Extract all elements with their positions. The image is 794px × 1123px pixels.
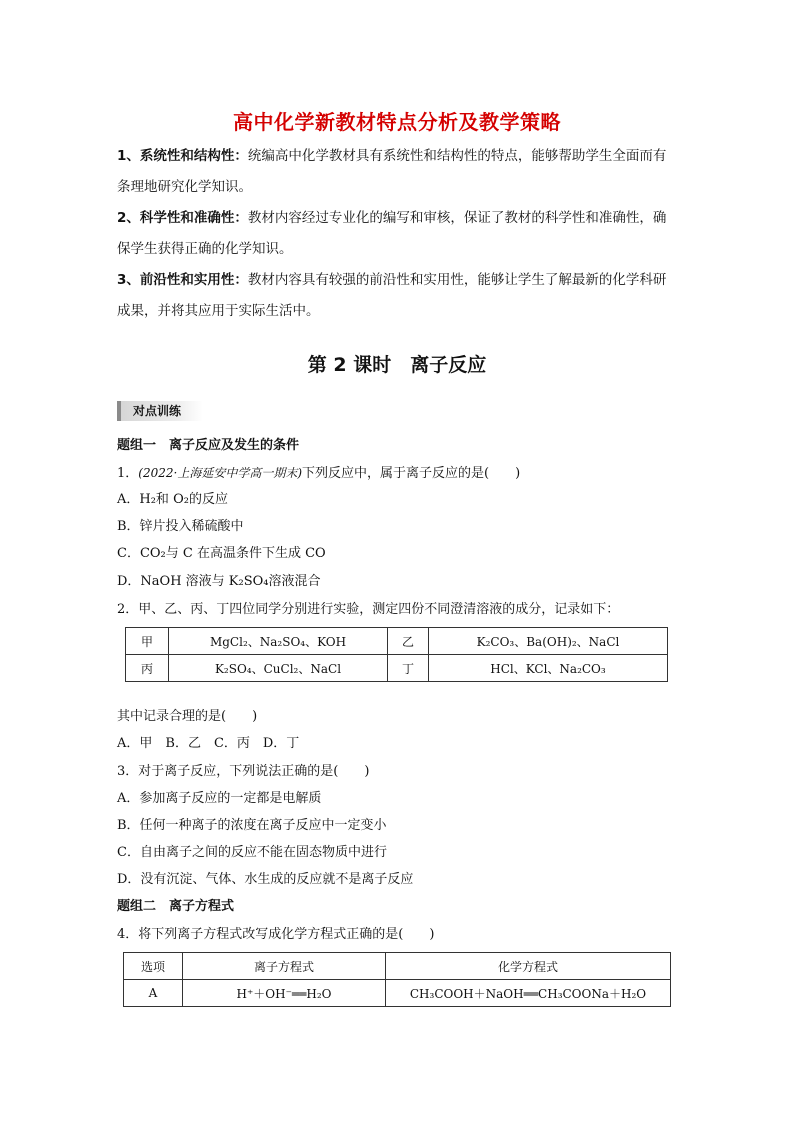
intro-section [117,141,679,327]
question-number: 1． [117,466,139,481]
intro-point-3 [117,265,679,327]
question-1-stem [117,465,520,482]
group-title: 题组二 离子方程式 [117,899,235,914]
column-header: 化学方程式 [386,953,671,980]
intro-point-2 [117,203,679,265]
student-cell: 甲 [126,628,169,655]
intro-point-lead: 3、前沿性和实用性： [117,272,248,288]
intro-point-1 [117,141,679,203]
page-title: 高中化学新教材特点分析及教学策略 [233,110,561,134]
question-1-option-d: D．NaOH 溶液与 K₂SO₄溶液混合 [117,574,321,589]
column-header: 选项 [124,953,183,980]
solution-cell: MgCl₂、Na₂SO₄、KOH [169,628,388,655]
section-tag: 对点训练 [117,401,203,421]
student-cell: 丁 [388,655,429,682]
question-1-option-b: B．锌片投入稀硫酸中 [117,519,244,534]
intro-point-text: 教材内容经过专业化的编写和审核，保证了教材的科学性和准确性，确保学生获得正确的化学知识。 [117,210,667,257]
question-4-stem: 4．将下列离子方程式改写成化学方程式正确的是( ) [117,927,435,942]
question-2-options: A．甲 B．乙 C．丙 D．丁 [117,736,300,751]
table-row [124,980,671,1007]
table-header-row [124,953,671,980]
column-header: 离子方程式 [183,953,386,980]
student-cell: 丙 [126,655,169,682]
table-row [126,655,668,682]
intro-point-text: 统编高中化学教材具有系统性和结构性的特点，能够帮助学生全面而有条理地研究化学知识。 [117,148,667,195]
intro-point-lead: 2、科学性和准确性： [117,210,248,226]
question-2-ask: 其中记录合理的是( ) [117,709,258,724]
table-row [126,628,668,655]
question-source: (2022·上海延安中学高一期末) [138,466,302,480]
question-3-option-d: D．没有沉淀、气体、水生成的反应就不是离子反应 [117,872,414,887]
student-cell: 乙 [388,628,429,655]
question-3-option-b: B．任何一种离子的浓度在离子反应中一定变小 [117,818,387,833]
equation-table [123,952,671,1007]
question-1-option-a: A．H₂和 O₂的反应 [117,492,228,507]
question-3-stem: 3．对于离子反应，下列说法正确的是( ) [117,764,370,779]
question-text: 下列反应中，属于离子反应的是( ) [302,466,521,481]
record-table [125,627,668,682]
group-title: 题组一 离子反应及发生的条件 [117,438,300,453]
option-cell: A [124,980,183,1007]
solution-cell: HCl、KCl、Na₂CO₃ [429,655,668,682]
intro-point-text: 教材内容具有较强的前沿性和实用性，能够让学生了解最新的化学科研成果，并将其应用于实际生活中。 [117,272,667,319]
lesson-title: 第 2 课时 离子反应 [307,354,487,376]
ionic-equation-cell: H⁺＋OH⁻══H₂O [183,980,386,1007]
solution-cell: K₂SO₄、CuCl₂、NaCl [169,655,388,682]
question-1-option-c: C．CO₂与 C 在高温条件下生成 CO [117,546,326,561]
solution-cell: K₂CO₃、Ba(OH)₂、NaCl [429,628,668,655]
question-3-option-a: A．参加离子反应的一定都是电解质 [117,791,322,806]
intro-point-lead: 1、系统性和结构性： [117,148,248,164]
chemical-equation-cell: CH₃COOH＋NaOH══CH₃COONa＋H₂O [386,980,671,1007]
question-3-option-c: C．自由离子之间的反应不能在固态物质中进行 [117,845,387,860]
question-2-stem: 2．甲、乙、丙、丁四位同学分别进行实验，测定四份不同澄清溶液的成分，记录如下： [117,602,620,617]
